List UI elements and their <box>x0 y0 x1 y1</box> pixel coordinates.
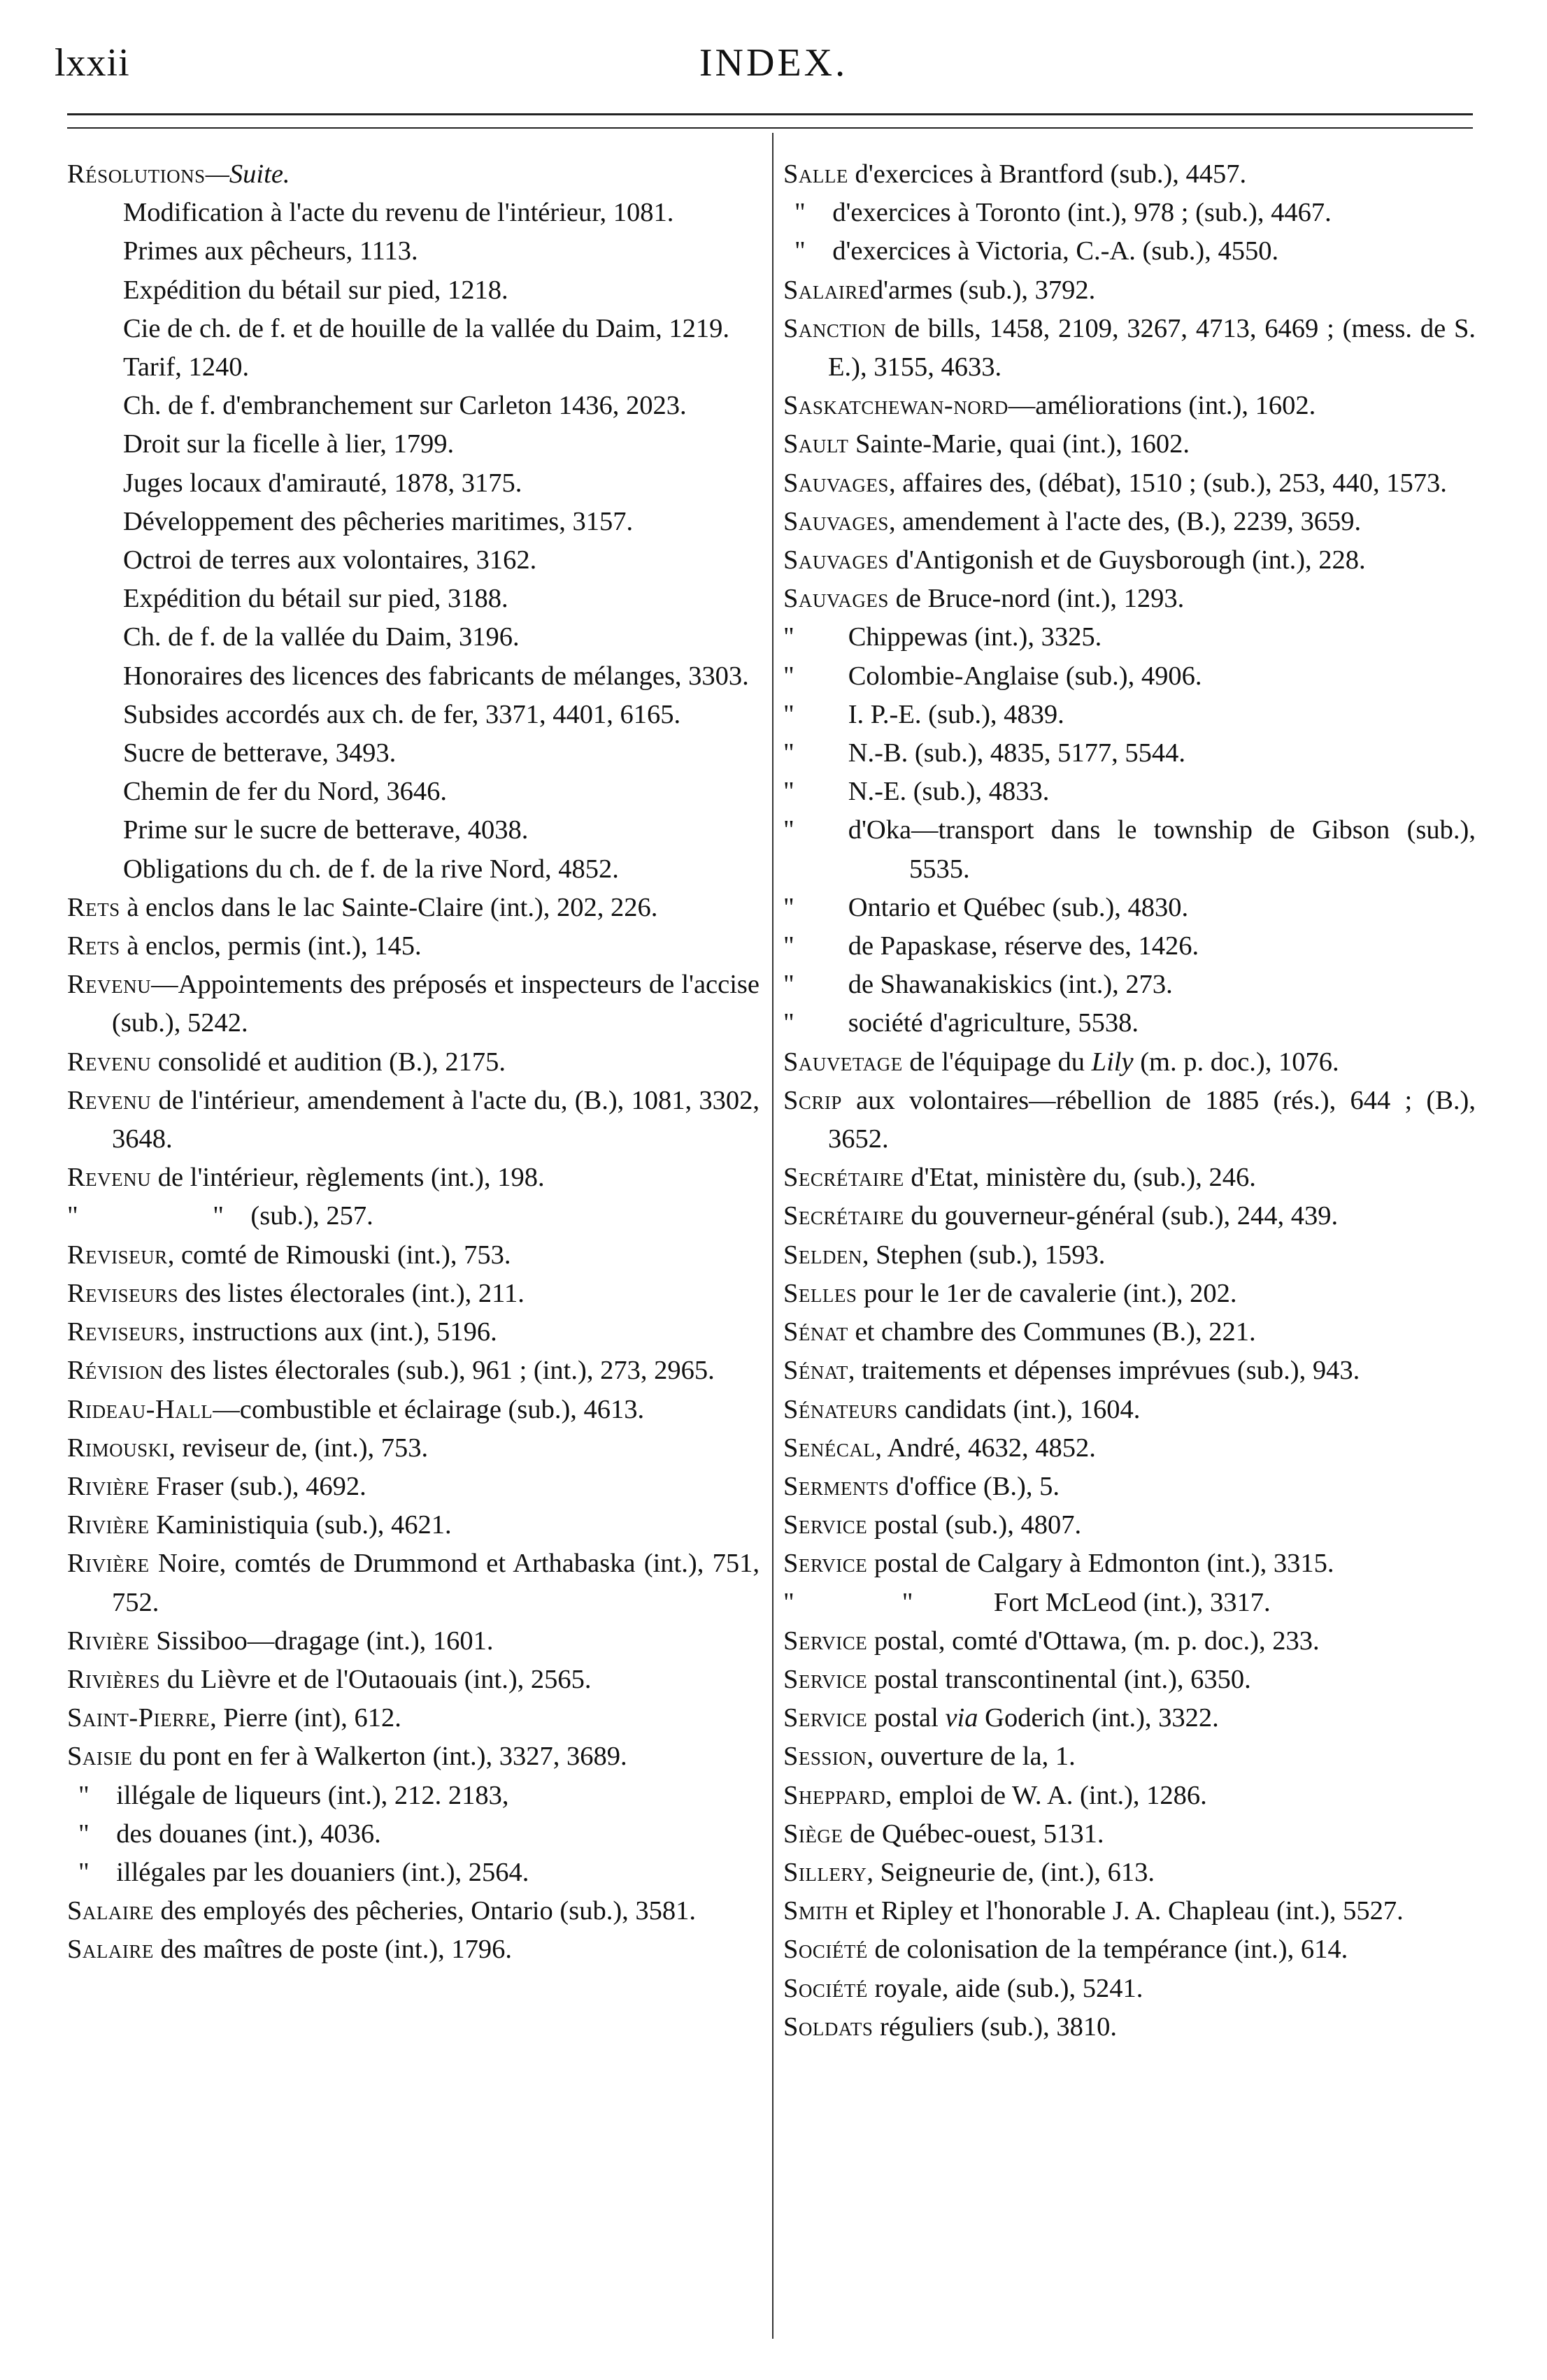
index-entry <box>67 1468 760 1506</box>
entry-headword: Sauvages <box>783 506 889 536</box>
index-subentry: Expédition du bétail sur pied, 3188. <box>123 584 508 614</box>
index-entry <box>783 1544 1476 1583</box>
index-entry <box>783 1429 1476 1468</box>
index-subentry: Octroi de terres aux volontaires, 3162. <box>123 545 537 575</box>
index-entry <box>67 1043 760 1082</box>
index-entry <box>67 1313 760 1352</box>
index-ditto-entry: " N.-E. (sub.), 4833. <box>783 777 1050 807</box>
entry-text: , traitements et dépenses imprévues (sub.), 943. <box>848 1356 1360 1386</box>
entry-text: , emploi de W. A. (int.), 1286. <box>885 1780 1207 1810</box>
index-subentry: Modification à l'acte du revenu de l'intérieur, 1081. <box>123 198 674 228</box>
entry-text: à enclos dans le lac Sainte-Claire (int.), 202, 226. <box>120 892 658 922</box>
entry-headword: Service <box>783 1626 868 1656</box>
index-entry <box>67 889 760 927</box>
entry-text: royale, aide (sub.), 5241. <box>867 1973 1143 2003</box>
entry-text: , reviseur de, (int.), 753. <box>169 1433 429 1463</box>
index-entry <box>783 1275 1476 1313</box>
entry-text: —Appointements des préposés et inspecteurs de l'accise (sub.), 5242. <box>112 970 760 1038</box>
index-subentry: Juges locaux d'amirauté, 1878, 3175. <box>123 468 522 498</box>
entry-text: , Stephen (sub.), 1593. <box>862 1240 1106 1270</box>
index-entry <box>783 1930 1476 1969</box>
index-subentry: Ch. de f. de la vallée du Daim, 3196. <box>123 622 520 652</box>
entry-headword: Rets <box>67 892 120 922</box>
entry-text: (m. p. doc.), 1076. <box>1133 1047 1339 1077</box>
index-subentry: Chemin de fer du Nord, 3646. <box>123 777 447 807</box>
index-entry <box>783 580 1476 618</box>
entry-text: —améliorations (int.), 1602. <box>1008 391 1316 421</box>
entry-headword: Senécal <box>783 1433 876 1463</box>
index-entry <box>67 1236 760 1275</box>
entry-headword: Rimouski <box>67 1433 169 1463</box>
entry-headword: Secrétaire <box>783 1201 904 1231</box>
entry-headword: Service <box>783 1703 868 1733</box>
index-subentry: Expédition du bétail sur pied, 1218. <box>123 275 508 305</box>
entry-headword: Sénateurs <box>783 1394 898 1424</box>
index-subentry: Prime sur le sucre de betterave, 4038. <box>123 815 529 845</box>
index-ditto-entry: " de Shawanakiskics (int.), 273. <box>783 970 1173 1000</box>
index-entry <box>67 1352 760 1390</box>
header-rule-secondary <box>67 127 1473 129</box>
entry-text: candidats (int.), 1604. <box>897 1394 1141 1424</box>
entry-headword: Rivière <box>67 1510 150 1540</box>
entry-headword: Revenu <box>67 1163 152 1193</box>
entry-headword: Sanction <box>783 313 886 343</box>
entry-text: des employés des pêcheries, Ontario (sub.), 3581. <box>153 1896 697 1926</box>
entry-text: , affaires des, (débat), 1510 ; (sub.), 253, 440, 1573. <box>888 468 1447 498</box>
entry-headword: Service <box>783 1510 868 1540</box>
entry-headword: Sénat <box>783 1356 848 1386</box>
entry-text: des listes électorales (sub.), 961 ; (int.), 273, 2965. <box>163 1356 715 1386</box>
entry-headword: Sauvages <box>783 468 889 498</box>
entry-text: Goderich (int.), 3322. <box>978 1703 1219 1733</box>
index-ditto-entry: " " Fort McLeod (int.), 3317. <box>783 1587 1271 1617</box>
entry-text: de l'intérieur, amendement à l'acte du, (B.), 1081, 3302, 3648. <box>112 1085 760 1154</box>
index-ditto-entry: " Colombie-Anglaise (sub.), 4906. <box>783 661 1202 691</box>
entry-text: Fraser (sub.), 4692. <box>149 1471 366 1501</box>
entry-text: d'exercices à Brantford (sub.), 4457. <box>848 159 1247 189</box>
index-entry <box>67 966 760 1042</box>
entry-text: postal (sub.), 4807. <box>867 1510 1082 1540</box>
entry-headword: Reviseur <box>67 1240 168 1270</box>
index-entry <box>783 2008 1476 2046</box>
index-entry <box>67 927 760 966</box>
entry-headword: Revenu <box>67 970 152 1000</box>
entry-headword: Saint-Pierre <box>67 1703 211 1733</box>
entry-headword: Revenu <box>67 1085 152 1115</box>
entry-text: aux volontaires—rébellion de 1885 (rés.), 644 ; (B.), 3652. <box>828 1085 1476 1154</box>
index-entry <box>783 464 1476 503</box>
entry-text: pour le 1er de cavalerie (int.), 202. <box>857 1278 1237 1308</box>
entry-headword: Révision <box>67 1356 164 1386</box>
index-entry <box>783 1506 1476 1544</box>
entry-text: Kaministiquia (sub.), 4621. <box>149 1510 452 1540</box>
index-entry <box>67 1699 760 1737</box>
index-entry <box>783 1699 1476 1737</box>
index-ditto-entry: " d'exercices à Victoria, C.-A. (sub.), 4550. <box>794 236 1279 266</box>
entry-text: du gouverneur-général (sub.), 244, 439. <box>904 1201 1339 1231</box>
entry-text: de Bruce-nord (int.), 1293. <box>888 584 1185 614</box>
entry-headword: Sauvages <box>783 545 889 575</box>
index-column-left <box>67 155 760 1970</box>
entry-headword: Rivière <box>67 1549 150 1579</box>
index-entry <box>783 541 1476 580</box>
entry-text: de l'équipage du <box>902 1047 1092 1077</box>
index-entry <box>783 155 1476 194</box>
entry-text: , comté de Rimouski (int.), 753. <box>167 1240 511 1270</box>
index-subentry: Développement des pêcheries maritimes, 3157. <box>123 506 634 536</box>
entry-text: Sainte-Marie, quai (int.), 1602. <box>848 429 1190 459</box>
index-subentry: Obligations du ch. de f. de la rive Nord, 4852. <box>123 854 619 884</box>
entry-headword: Revenu <box>67 1047 152 1077</box>
entry-headword: Reviseurs <box>67 1317 179 1347</box>
index-entry <box>783 1892 1476 1930</box>
entry-headword: Salaire <box>67 1935 154 1965</box>
entry-headword: Salle <box>783 159 848 189</box>
index-entry <box>783 1815 1476 1854</box>
index-subentry: Subsides accordés aux ch. de fer, 3371, 4401, 6165. <box>123 699 681 729</box>
index-entry <box>783 1391 1476 1429</box>
entry-text: , Pierre (int), 612. <box>210 1703 401 1733</box>
entry-headword: Serments <box>783 1471 890 1501</box>
entry-headword: Sénat <box>783 1317 848 1347</box>
entry-text: réguliers (sub.), 3810. <box>873 2012 1117 2042</box>
entry-headword: Saskatchewan-nord <box>783 391 1008 421</box>
entry-headword: Secrétaire <box>783 1163 904 1193</box>
entry-text: du pont en fer à Walkerton (int.), 3327, 3689. <box>132 1742 627 1772</box>
entry-text: postal, comté d'Ottawa, (m. p. doc.), 233. <box>867 1626 1320 1656</box>
entry-headword: Sillery <box>783 1857 867 1887</box>
entry-headword: Soldats <box>783 2012 874 2042</box>
entry-headword: Sauvages <box>783 584 889 614</box>
index-entry <box>783 1082 1476 1159</box>
index-subentry: Tarif, 1240. <box>123 352 250 382</box>
index-subentry: Droit sur la ficelle à lier, 1799. <box>123 429 455 459</box>
entry-headword: Saisie <box>67 1742 133 1772</box>
entry-text: , André, 4632, 4852. <box>875 1433 1096 1463</box>
entry-text: d'armes (sub.), 3792. <box>869 275 1096 305</box>
entry-text: de Québec-ouest, 5131. <box>843 1819 1104 1849</box>
entry-headword: Rideau-Hall <box>67 1394 213 1424</box>
index-subentry: Sucre de betterave, 3493. <box>123 738 397 768</box>
entry-headword: Service <box>783 1549 868 1579</box>
entry-headword: Rivières <box>67 1664 161 1694</box>
index-subentry: Primes aux pêcheurs, 1113. <box>123 236 418 266</box>
entry-text: des maîtres de poste (int.), 1796. <box>153 1935 513 1965</box>
index-entry <box>67 1622 760 1661</box>
index-entry <box>783 1352 1476 1390</box>
index-column-right <box>783 155 1476 2046</box>
entry-headword: Selles <box>783 1278 857 1308</box>
entry-headword: Rets <box>67 931 120 961</box>
entry-text: Sissiboo—dragage (int.), 1601. <box>149 1626 494 1656</box>
index-entry <box>67 1275 760 1313</box>
index-entry <box>67 1544 760 1621</box>
entry-headword: Sault <box>783 429 849 459</box>
entry-text: des listes électorales (int.), 211. <box>178 1278 525 1308</box>
entry-text: de l'intérieur, règlements (int.), 198. <box>151 1163 545 1193</box>
entry-headword: Selden <box>783 1240 862 1270</box>
index-entry <box>783 1043 1476 1082</box>
entry-headword: Résolutions <box>67 159 206 189</box>
entry-text: et chambre des Communes (B.), 221. <box>848 1317 1256 1347</box>
column-divider <box>772 133 774 2339</box>
entry-text: —combustible et éclairage (sub.), 4613. <box>213 1394 645 1424</box>
entry-headword: Session <box>783 1742 867 1772</box>
index-ditto-entry: " I. P.-E. (sub.), 4839. <box>783 699 1064 729</box>
index-entry <box>783 425 1476 464</box>
index-entry <box>783 1197 1476 1235</box>
index-ditto-entry: " des douanes (int.), 4036. <box>78 1819 381 1849</box>
index-ditto-entry: " illégales par les douaniers (int.), 2564. <box>78 1857 529 1887</box>
index-ditto-entry: " " (sub.), 257. <box>67 1201 373 1231</box>
entry-headword: Sheppard <box>783 1780 885 1810</box>
index-ditto-entry: " d'Oka—transport dans le township de Gibson (sub.), 5535. <box>783 815 1476 884</box>
index-entry <box>67 1892 760 1930</box>
index-ditto-entry: " illégale de liqueurs (int.), 212. 2183, <box>78 1780 509 1810</box>
index-ditto-entry: " d'exercices à Toronto (int.), 978 ; (sub.), 4467. <box>794 198 1332 228</box>
index-entry <box>783 1622 1476 1661</box>
entry-italic-text: via <box>945 1703 978 1733</box>
index-subentry: Ch. de f. d'embranchement sur Carleton 1436, 2023. <box>123 391 687 421</box>
entry-text: à enclos, permis (int.), 145. <box>120 931 422 961</box>
entry-text: , Seigneurie de, (int.), 613. <box>867 1857 1155 1887</box>
index-entry <box>67 1737 760 1776</box>
entry-text: —Suite. <box>205 159 290 189</box>
index-ditto-entry: " de Papaskase, réserve des, 1426. <box>783 931 1199 961</box>
header-rule <box>67 113 1473 115</box>
index-entry <box>783 1777 1476 1815</box>
index-subentry: Cie de ch. de f. et de houille de la vallée du Daim, 1219. <box>123 313 730 343</box>
entry-text: de bills, 1458, 2109, 3267, 4713, 6469 ; (mess. de S. E.), 3155, 4633. <box>828 313 1476 382</box>
index-entry <box>783 1661 1476 1699</box>
index-entry <box>783 1468 1476 1506</box>
entry-text: d'office (B.), 5. <box>889 1471 1060 1501</box>
index-entry <box>67 1930 760 1969</box>
entry-text: postal de Calgary à Edmonton (int.), 3315. <box>867 1549 1334 1579</box>
index-entry <box>783 1159 1476 1197</box>
index-ditto-entry: " société d'agriculture, 5538. <box>783 1008 1139 1038</box>
index-entry <box>783 387 1476 425</box>
entry-headword: Scrip <box>783 1085 842 1115</box>
entry-headword: Société <box>783 1935 868 1965</box>
entry-text: de colonisation de la tempérance (int.), 614. <box>867 1935 1348 1965</box>
index-ditto-entry: " Chippewas (int.), 3325. <box>783 622 1102 652</box>
entry-headword: Reviseurs <box>67 1278 179 1308</box>
entry-text: , ouverture de la, 1. <box>867 1742 1076 1772</box>
entry-headword: Rivière <box>67 1471 150 1501</box>
index-ditto-entry: " Ontario et Québec (sub.), 4830. <box>783 892 1189 922</box>
entry-italic-text: Lily <box>1091 1047 1134 1077</box>
entry-headword: Salaire <box>67 1896 154 1926</box>
entry-headword: Rivière <box>67 1626 150 1656</box>
index-entry <box>783 271 1476 310</box>
entry-text: , instructions aux (int.), 5196. <box>178 1317 497 1347</box>
index-entry <box>67 1159 760 1197</box>
entry-headword: Sauvetage <box>783 1047 903 1077</box>
entry-headword: Société <box>783 1973 868 2003</box>
index-entry <box>783 310 1476 387</box>
entry-text: consolidé et audition (B.), 2175. <box>151 1047 506 1077</box>
entry-headword: Smith <box>783 1896 848 1926</box>
entry-text: postal <box>867 1703 946 1733</box>
entry-text: postal transcontinental (int.), 6350. <box>867 1664 1251 1694</box>
index-heading <box>67 155 760 194</box>
entry-headword: Salaire <box>783 275 870 305</box>
index-entry <box>67 1661 760 1699</box>
index-entry <box>67 1391 760 1429</box>
page-title: INDEX. <box>699 41 848 85</box>
index-entry <box>67 1082 760 1159</box>
index-subentry: Honoraires des licences des fabricants de mélanges, 3303. <box>123 661 749 691</box>
index-entry <box>67 1429 760 1468</box>
index-entry <box>783 1854 1476 1892</box>
entry-text: d'Etat, ministère du, (sub.), 246. <box>904 1163 1256 1193</box>
index-entry <box>783 1737 1476 1776</box>
entry-text: , amendement à l'acte des, (B.), 2239, 3659. <box>888 506 1362 536</box>
entry-text: Noire, comtés de Drummond et Arthabaska (int.), 751, 752. <box>112 1549 760 1617</box>
index-ditto-entry: " N.-B. (sub.), 4835, 5177, 5544. <box>783 738 1186 768</box>
page-number: lxxii <box>55 41 130 85</box>
index-entry <box>783 1313 1476 1352</box>
index-entry <box>783 503 1476 541</box>
entry-text: d'Antigonish et de Guysborough (int.), 228. <box>888 545 1366 575</box>
entry-text: et Ripley et l'honorable J. A. Chapleau (int.), 5527. <box>848 1896 1404 1926</box>
entry-headword: Service <box>783 1664 868 1694</box>
index-entry <box>783 1970 1476 2008</box>
entry-text: du Lièvre et de l'Outaouais (int.), 2565. <box>160 1664 592 1694</box>
index-entry <box>67 1506 760 1544</box>
index-entry <box>783 1236 1476 1275</box>
entry-headword: Siège <box>783 1819 843 1849</box>
